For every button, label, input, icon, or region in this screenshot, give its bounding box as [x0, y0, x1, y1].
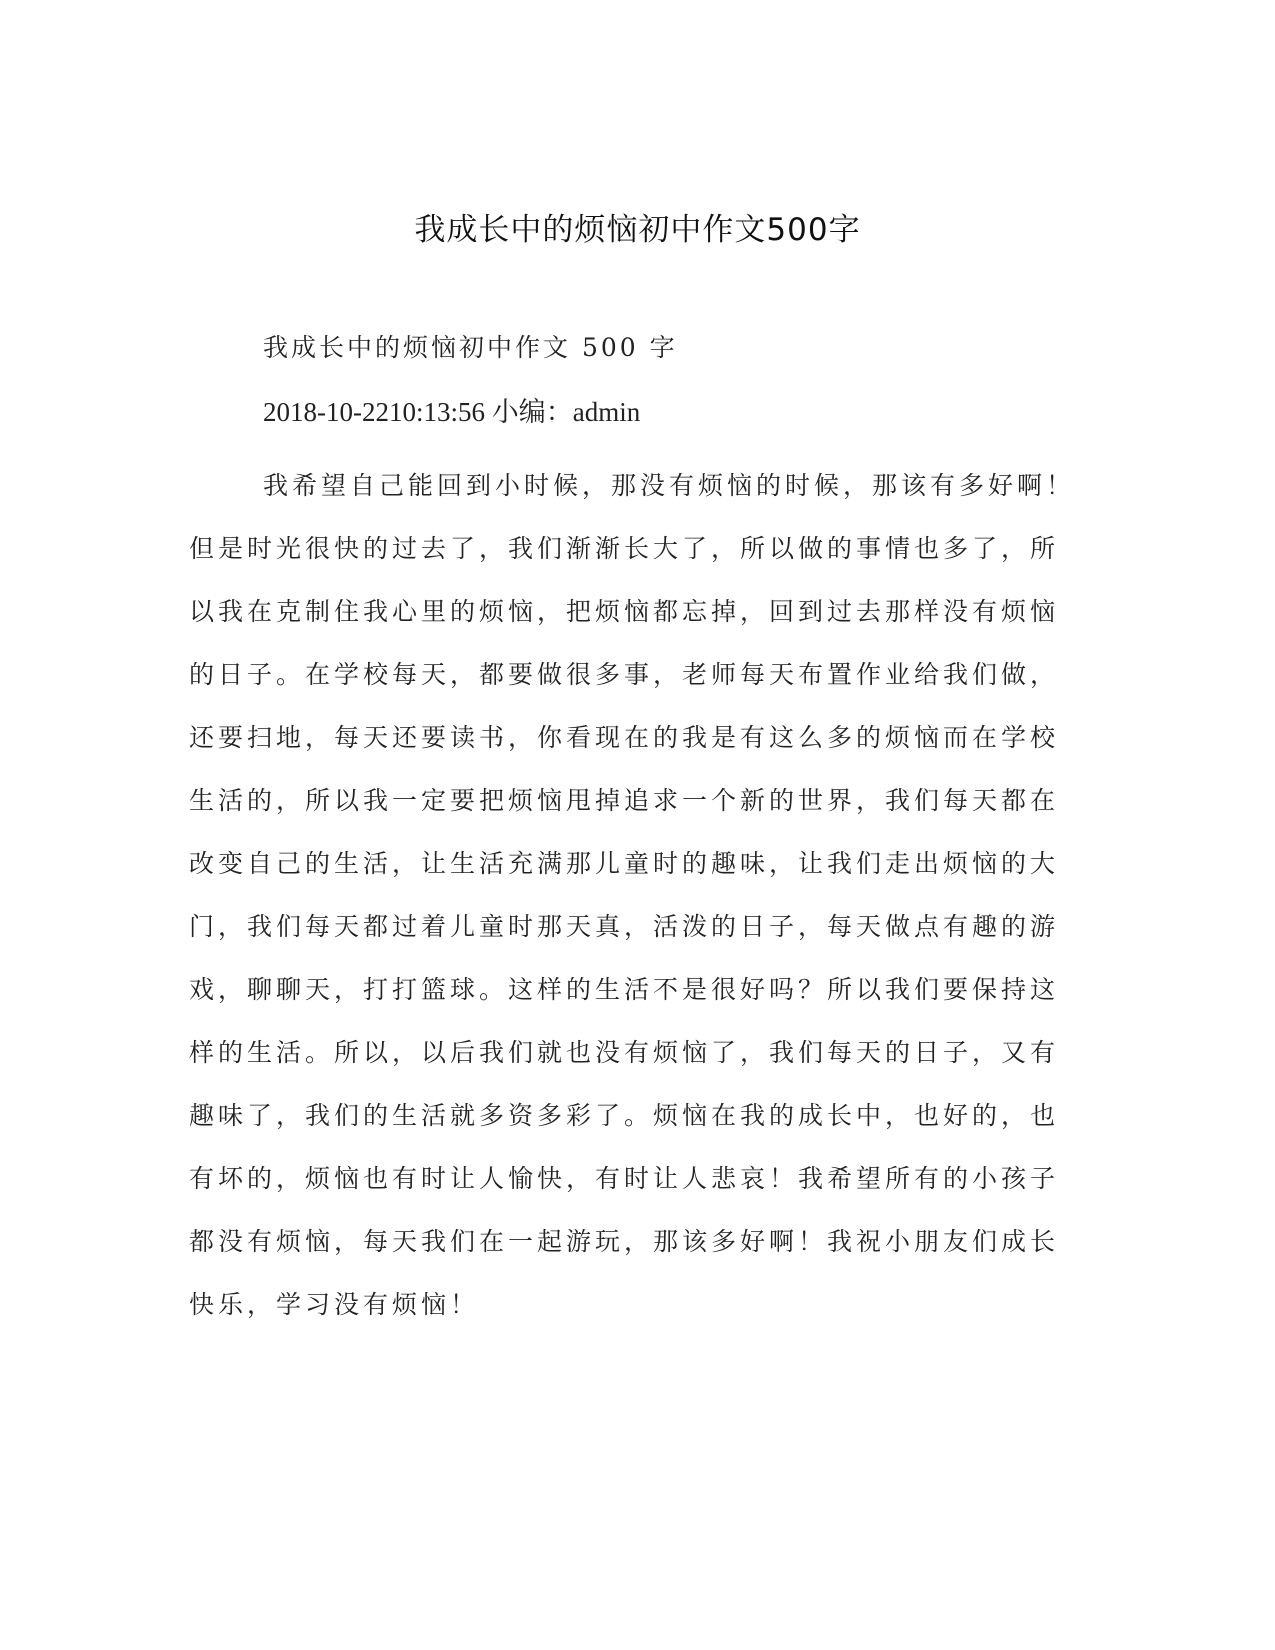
essay-line: 生活的，所以我一定要把烦恼甩掉追求一个新的世界，我们每天都在	[189, 786, 1060, 815]
essay-line: 还要扫地，每天还要读书，你看现在的我是有这么多的烦恼而在学校	[189, 723, 1060, 752]
essay-line: 的日子。在学校每天，都要做很多事，老师每天布置作业给我们做，	[189, 660, 1060, 689]
essay-line: 快乐，学习没有烦恼！	[189, 1290, 480, 1319]
document-title: 我成长中的烦恼初中作文500字	[414, 212, 861, 248]
essay-line: 改变自己的生活，让生活充满那儿童时的趣味，让我们走出烦恼的大	[189, 849, 1060, 878]
essay-line: 戏，聊聊天，打打篮球。这样的生活不是很好吗？所以我们要保持这	[189, 975, 1060, 1004]
essay-line: 但是时光很快的过去了，我们渐渐长大了，所以做的事情也多了，所	[189, 534, 1060, 563]
essay-line: 门，我们每天都过着儿童时那天真，活泼的日子，每天做点有趣的游	[189, 912, 1060, 941]
essay-line: 样的生活。所以，以后我们就也没有烦恼了，我们每天的日子，又有	[189, 1038, 1060, 1067]
essay-line: 趣味了，我们的生活就多资多彩了。烦恼在我的成长中，也好的，也	[189, 1101, 1060, 1130]
essay-line: 有坏的，烦恼也有时让人愉快，有时让人悲哀！我希望所有的小孩子	[189, 1164, 1060, 1193]
essay-body	[189, 454, 1076, 1336]
document-meta: 2018-10-2210:13:56 小编：admin	[263, 397, 641, 427]
essay-line: 都没有烦恼，每天我们在一起游玩，那该多好啊！我祝小朋友们成长	[189, 1227, 1060, 1256]
document-subtitle: 我成长中的烦恼初中作文 500 字	[263, 333, 678, 362]
essay-line: 以我在克制住我心里的烦恼，把烦恼都忘掉，回到过去那样没有烦恼	[189, 597, 1060, 626]
essay-line: 我希望自己能回到小时候，那没有烦恼的时候，那该有多好啊！	[263, 471, 1076, 500]
